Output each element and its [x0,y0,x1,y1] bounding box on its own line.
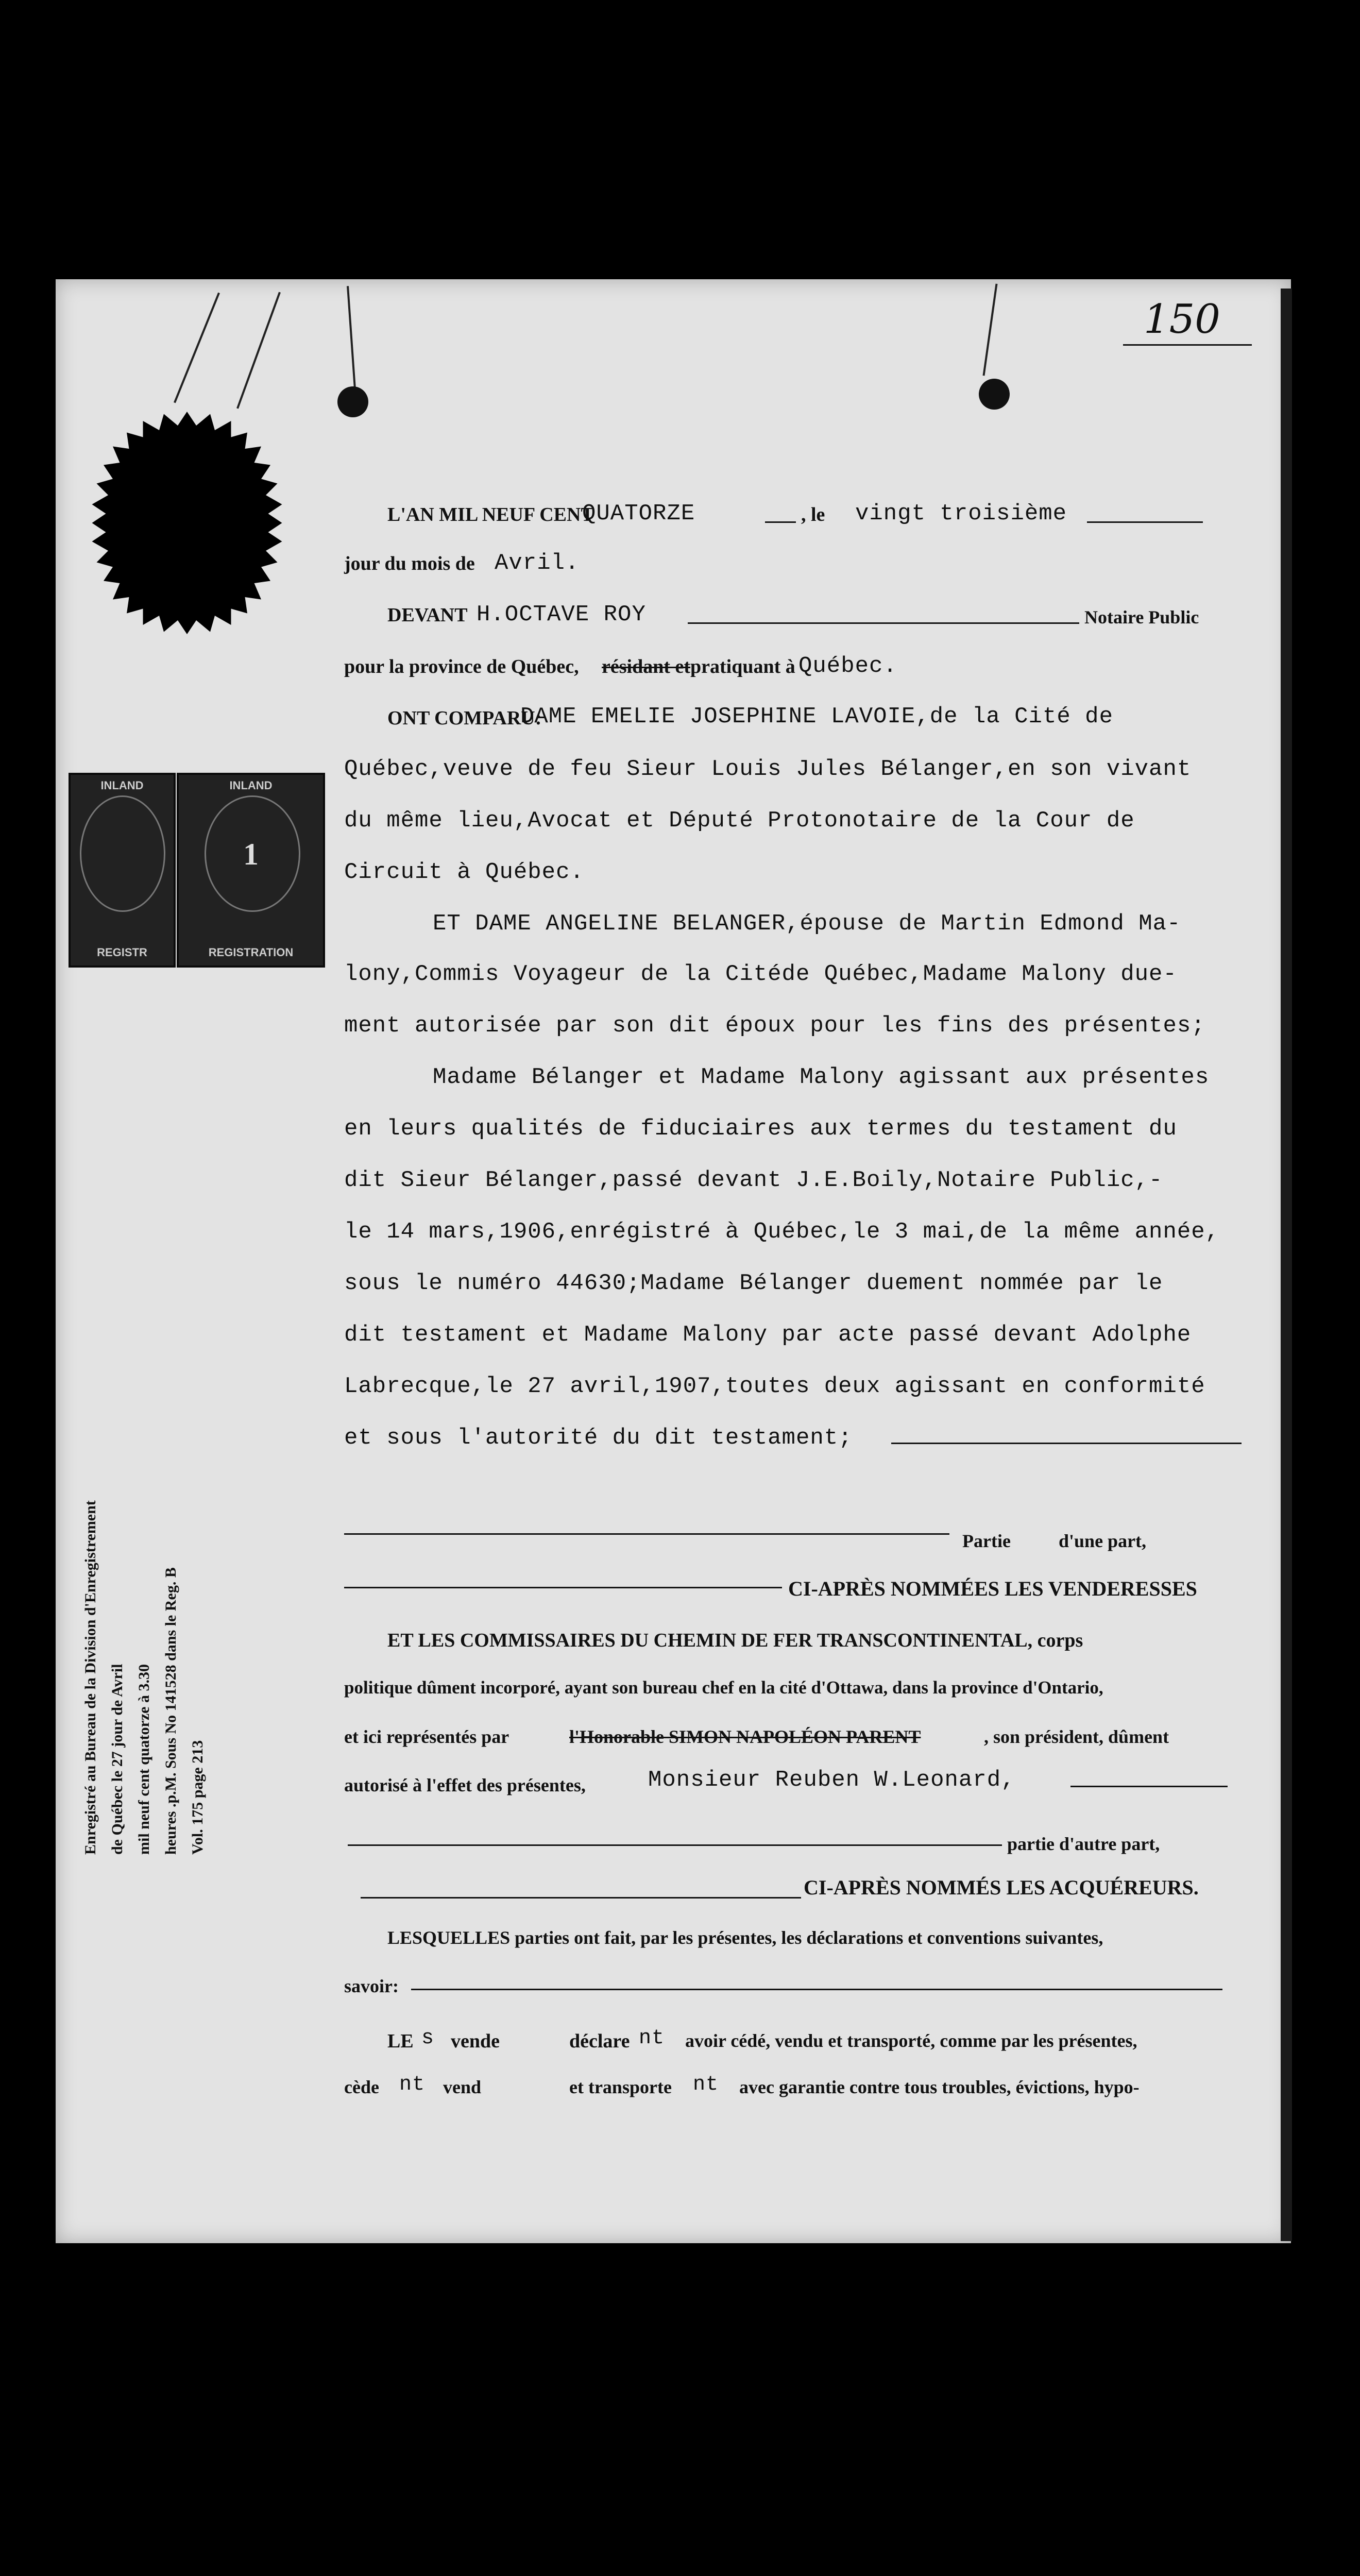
fill-line [1070,1786,1228,1787]
deed-date-label: L'AN MIL NEUF CENT [387,504,594,526]
vendor-clause: déclare [569,2030,630,2052]
first-party-label: d'une part, [1059,1531,1147,1551]
page-number-underline [1123,344,1252,346]
struck-president-name: l'Honorable SIMON NAPOLÉON PARENT [569,1726,921,1747]
vendor-clause-typed: nt [639,2027,665,2050]
vendor-clause: avoir cédé, vendu et transporté, comme par les présentes, [685,2030,1137,2051]
typed-line: sous le numéro 44630;Madame Bélanger duement nommée par le [344,1270,1163,1296]
struck-residant: résidant et [602,656,691,677]
margin-note-line: Vol. 175 page 213 [189,1740,206,1855]
page-edge-shadow [1281,289,1292,2241]
vendor-clause: vende [451,2030,500,2052]
stamp-top-label: INLAND [100,779,144,792]
fill-line [765,521,796,523]
punch-hole [979,379,1010,410]
president-label: , son président, dûment [984,1726,1169,1747]
typed-line: Québec,veuve de feu Sieur Louis Jules Bélanger,en son vivant [344,756,1192,782]
notary-seal [71,407,303,639]
vendor-clause: avec garantie contre tous troubles, évictions, hypo- [739,2077,1140,2097]
typed-line: lony,Commis Voyageur de la Citéde Québec,Madame Malony due- [344,961,1177,987]
deed-day-typed: vingt troisième [855,501,1067,527]
vendor-clause-typed: s [421,2027,435,2050]
namely-label: savoir: [344,1976,399,1996]
stamp-bottom-label: REGISTRATION [208,946,294,959]
margin-note-line: Enregistré au Bureau de la Division d'Enregistrement [82,1500,99,1855]
notary-label: DEVANT [387,604,468,626]
appeared-label: ONT COMPARU: [387,707,542,729]
vendor-clause-typed: nt [399,2073,426,2096]
stamp-oval [80,795,165,912]
month-typed: Avril. [495,550,580,576]
notary-title: Notaire Public [1084,607,1199,628]
typed-line: du même lieu,Avocat et Député Protonotaire de la Cour de [344,808,1135,834]
registration-stamp [177,773,325,968]
notary-city: Québec. [798,653,897,679]
stamp-top-label: INLAND [229,779,273,792]
typed-line: le 14 mars,1906,enrégistré à Québec,le 3 mai,de la même année, [344,1219,1220,1245]
fill-line [411,1989,1222,1990]
typed-line: Circuit à Québec. [344,859,584,885]
representative-name: Monsieur Reuben W.Leonard, [648,1767,1015,1793]
stamp-bottom-label: REGISTR [97,946,147,959]
typed-line: et sous l'autorité du dit testament; [344,1425,853,1451]
typed-line: ment autorisée par son dit époux pour les fins des présentes; [344,1013,1205,1039]
buyer-line: politique dûment incorporé, ayant son bureau chef en la cité d'Ottawa, dans la province d'Ontario, [344,1677,1103,1698]
margin-note-line: de Québec le 27 jour de Avril [109,1664,126,1855]
typed-line: DAME EMELIE JOSEPHINE LAVOIE,de la Cité de [520,704,1113,730]
registration-stamp [69,773,176,968]
fill-line [348,1844,1002,1846]
vendor-clause: LE [387,2030,414,2052]
month-label: jour du mois de [344,553,475,574]
margin-note-line: heures .p.M. Sous No 141528 dans le Reg. B [162,1567,179,1855]
deed-year-typed: QUATORZE [582,501,695,527]
buyers-heading: CI-APRÈS NOMMÉS LES ACQUÉREURS. [804,1876,1199,1899]
parties-statement: LESQUELLES parties ont fait, par les présentes, les déclarations et conventions suivantes, [387,1927,1103,1948]
typed-line: dit testament et Madame Malony par acte passé devant Adolphe [344,1322,1192,1348]
province-label: pour la province de Québec, [344,656,579,677]
revenue-stamps [69,773,326,963]
vendor-clause: cède [344,2077,379,2097]
fill-line [688,622,1079,624]
vendor-clause-typed: nt [693,2073,719,2096]
party-label: Partie [962,1531,1011,1551]
fill-line [891,1443,1242,1444]
punch-hole [337,386,368,417]
notary-name: H.OCTAVE ROY [477,602,646,628]
typed-line: en leurs qualités de fiduciaires aux termes du testament du [344,1116,1177,1142]
second-party-label: partie d'autre part, [1007,1834,1160,1854]
deed-day-prefix: , le [801,504,825,526]
vendors-heading: CI-APRÈS NOMMÉES LES VENDERESSES [788,1577,1197,1600]
typed-line: Madame Bélanger et Madame Malony agissant aux présentes [433,1064,1210,1090]
vendor-clause: vend [443,2077,482,2097]
stamp-denomination: 1 [243,837,259,871]
page-number: 150 [1144,296,1220,343]
registration-margin-note [77,1500,211,1855]
margin-note-line: mil neuf cent quatorze à 3.30 [135,1664,152,1855]
represented-label: et ici représentés par [344,1726,509,1747]
vendor-clause: et transporte [569,2077,672,2097]
fill-line [361,1897,801,1899]
fill-line [1087,521,1203,523]
practising-label: pratiquant à [690,656,795,677]
typed-line: ET DAME ANGELINE BELANGER,épouse de Martin Edmond Ma- [433,911,1181,937]
fill-line [344,1533,949,1535]
fill-line [344,1587,782,1588]
authorized-label: autorisé à l'effet des présentes, [344,1775,586,1795]
buyer-line: ET LES COMMISSAIRES DU CHEMIN DE FER TRANSCONTINENTAL, corps [387,1630,1083,1651]
typed-line: dit Sieur Bélanger,passé devant J.E.Boily,Notaire Public,- [344,1167,1163,1193]
typed-line: Labrecque,le 27 avril,1907,toutes deux agissant en conformité [344,1374,1205,1399]
